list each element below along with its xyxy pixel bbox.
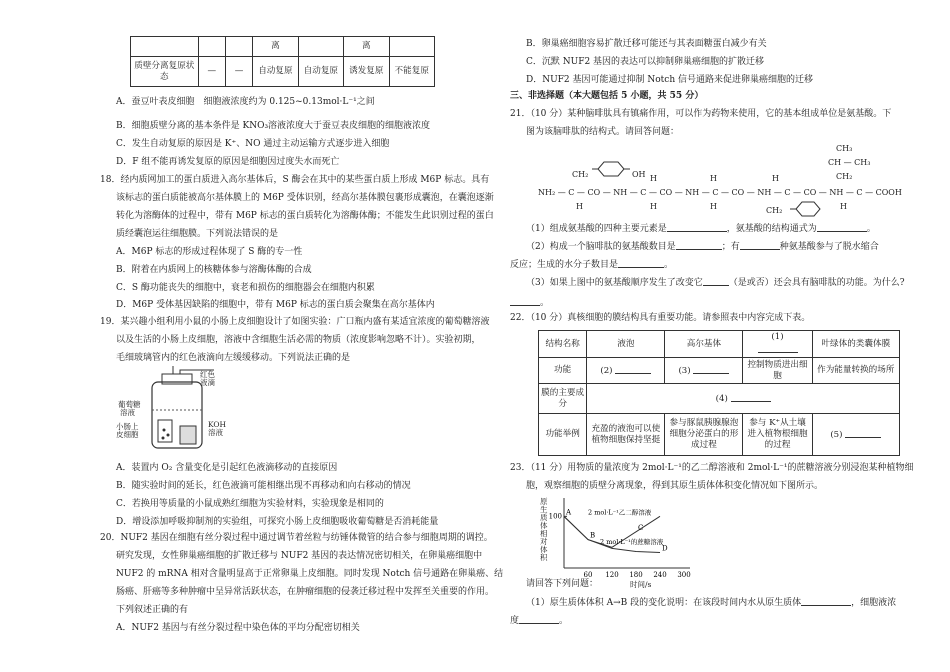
q18-option-d: D．M6P 受体基因缺陷的细胞中，带有 M6P 标志的蛋白质会聚集在高尔基体内 <box>116 300 435 310</box>
q17-option-d: D．F 组不能再诱发复原的原因是细胞因过度失水而死亡 <box>116 157 340 167</box>
q22-comp-label-4: (4) <box>715 394 728 404</box>
x-tick-label: 180 <box>629 571 643 579</box>
t-r1c6: 离 <box>344 37 389 57</box>
q19-option-d: D．增设添加呼吸抑制剂的实验组，可探究小肠上皮细胞吸收葡萄糖是否消耗能量 <box>116 517 439 527</box>
q21-2-blank-2 <box>740 240 780 250</box>
q19-option-a: A．装置内 O₂ 含量变化是引起红色液滴移动的直接原因 <box>116 463 338 473</box>
q22-comp <box>587 384 900 414</box>
q19-line-1: 19．某兴趣小组利用小鼠的小肠上皮细胞设计了如图实验：广口瓶内盛有某适宜浓度的葡萄糖溶液 <box>100 317 490 327</box>
q21-2-text-c: 种氨基酸参与了脱水缩合 <box>779 242 879 252</box>
q21-sub-2-cont <box>510 258 905 272</box>
q20-line-2: 研究发现，女性卵巢癌细胞的扩散迁移与 NUF2 基因的表达情况密切相关，在卵巢癌细胞中 <box>116 551 483 561</box>
q18-line-1: 18．经内质网加工的蛋白质进入高尔基体后，S 酶会在其中的某些蛋白质上形成 M6P 标志。具有 <box>100 175 490 185</box>
q22-ex-1: 参与豚鼠胰腺腺泡细胞分泌蛋白的形成过程 <box>665 414 743 456</box>
q20-line-4: 肠癌、肝癌等多种肿瘤中呈异常活跃状态，在肿瘤细胞的侵袭迁移过程中发挥至关重要的作用。 <box>116 587 495 597</box>
q21-3-text-a: （3）如果上图中的氨基酸顺序发生了改变它 <box>526 278 703 288</box>
q22-func-label: 功能 <box>539 358 587 384</box>
q22-blank-1 <box>758 343 798 353</box>
q21-3-blank-2 <box>510 296 540 306</box>
x-tick-label: 120 <box>605 571 619 579</box>
peptide-r5-ch2: CH₂ <box>836 172 853 181</box>
t-r1c1 <box>131 37 199 57</box>
label-cells: 小肠上 <box>116 422 139 431</box>
t-r1c5 <box>298 37 343 57</box>
q22-blank-2 <box>615 364 651 374</box>
phenol-ring <box>592 160 630 178</box>
q23-1-text-c: 度 <box>510 616 520 626</box>
q22-h-1: 液泡 <box>587 331 665 358</box>
label-red-drop-2: 液滴 <box>200 378 215 387</box>
t-r2c4: 自动复原 <box>298 57 343 87</box>
q21-1-blank-2 <box>817 222 867 232</box>
q21-sub-2 <box>510 240 905 254</box>
peptide-h3-top: H <box>710 174 717 183</box>
q17-option-b: B．细胞质壁分离的基本条件是 KNO₃溶液浓度大于蚕豆表皮细胞的细胞液浓度 <box>116 121 431 131</box>
q23-line-1: 23．（11 分）用物质的量浓度为 2mol·L⁻¹的乙二醇溶液和 2mol·L⁻¹的蔗糖溶液分别浸泡某种植物细 <box>510 463 914 473</box>
q23-sub-1-cont <box>510 614 905 628</box>
q20-line-5: 下列叙述正确的有 <box>116 605 189 615</box>
q23-after-1: 请回答下列问题： <box>526 579 599 589</box>
q23-sub-1 <box>510 596 905 610</box>
q22-comp-label: 膜的主要成分 <box>539 384 587 414</box>
x-tick-label: 240 <box>653 571 667 579</box>
q23-1-text-b: ，细胞液浓 <box>851 598 897 608</box>
q21-2-text-b: ；有 <box>721 242 740 252</box>
q21-sub-3 <box>510 276 905 290</box>
series-label-1: 2 mol·L⁻¹的蔗糖溶液 <box>600 538 664 547</box>
peptide-h3: H <box>710 202 717 211</box>
q22-func-3: 作为能量转换的场所 <box>812 358 899 384</box>
q20-line-3: NUF2 的 mRNA 相对含量明显高于正常卵巢上皮细胞。同时发现 Notch 信号通路在卵巢癌、结 <box>116 569 504 579</box>
q21-sub-3-cont <box>510 296 905 310</box>
q22-blank-3 <box>693 364 729 374</box>
q21-2-blank-3 <box>618 258 664 268</box>
q18-option-c: C．S 酶功能丧失的细胞中，衰老和损伤的细胞器会在细胞内积累 <box>116 283 375 293</box>
series-label-0: 2 mol·L⁻¹乙二醇溶液 <box>588 508 652 517</box>
q20-option-d: D．NUF2 基因可能通过抑制 Notch 信号通路来促进卵巢癌细胞的迁移 <box>526 75 813 85</box>
q22-func-1 <box>665 358 743 384</box>
label-glucose: 葡萄糖 <box>118 400 141 409</box>
q22-func-0-label: (2) <box>600 366 613 376</box>
q21-2-text-d: 反应；生成的水分子数目是 <box>510 260 619 270</box>
q18-line-3: 转化为溶酶体的过程中，带有 M6P 标志的蛋白质转化为溶酶体酶；不能发生此识别过程的蛋白 <box>116 211 494 221</box>
y-tick-label: 100 <box>548 512 562 521</box>
t-r1c4: 离 <box>253 37 298 57</box>
q21-2-text-a: （2）构成一个脑啡肽的氨基酸数目是 <box>526 242 676 252</box>
peptide-h2: H <box>650 202 657 211</box>
q22-ex-3-label: (5) <box>830 430 843 440</box>
q21-1-text-a: （1）组成氨基酸的四种主要元素是 <box>526 224 667 234</box>
point-label: A <box>566 508 572 517</box>
t-r1c3 <box>225 37 252 57</box>
q23-chart <box>550 496 700 582</box>
peptide-backbone: NH₂ — C — CO — NH — C — CO — NH — C — CO — NH — C — CO — NH — C — COOH <box>538 188 902 197</box>
q22-blank-5 <box>845 428 881 438</box>
q19-line-2: 以及生活的小肠上皮细胞，溶液中含细胞生活必需的物质（浓度影响忽略不计）。实验初期， <box>116 335 481 345</box>
q21-sub-1 <box>510 222 905 236</box>
q22-h-3-label: (1) <box>771 332 784 342</box>
q18-line-4: 质经囊泡运往细胞膜。下列说法错误的是 <box>116 229 279 239</box>
q22-blank-4 <box>731 392 771 402</box>
q23-1-text-a: （1）原生质体体积 A→B 段的变化说明：在该段时间内水从原生质体 <box>526 598 802 608</box>
q21-2-blank-1 <box>676 240 722 250</box>
q22-h-3 <box>743 331 812 358</box>
label-koh: KOH <box>208 420 227 429</box>
q18-option-b: B．附着在内质网上的核糖体参与溶酶体酶的合成 <box>116 265 312 275</box>
chart-xlabel: 时间/s <box>630 580 652 589</box>
chart-ylabel: 原生质体相对体积 <box>540 497 548 562</box>
q19-option-b: B．随实验时间的延长，红色液滴可能相继出现不再移动和向右移动的情况 <box>116 481 411 491</box>
q21-1-blank-1 <box>667 222 727 232</box>
label-cells-2: 皮细胞 <box>116 430 139 439</box>
q17-table <box>130 36 435 87</box>
label-glucose-2: 溶液 <box>120 408 135 417</box>
t-r2c3: 自动复原 <box>253 57 298 87</box>
q22-title: 22．（10 分）真核细胞的膜结构具有重要功能。请参照表中内容完成下表。 <box>510 313 811 323</box>
q17-option-a: A．蚕豆叶表皮细胞 细胞液浓度约为 0.125~0.13mol·L⁻¹之间 <box>116 97 375 107</box>
section-heading: 三、非选择题（本大题包括 5 小题，共 55 分） <box>510 91 704 101</box>
q18-line-2: 该标志的蛋白质能被高尔基体膜上的 M6P 受体识别，经高尔基体膜包裹形成囊泡，在囊泡逐渐 <box>116 193 494 203</box>
q23-1-text-d: 。 <box>559 616 569 626</box>
peptide-h4-top: H <box>772 174 779 183</box>
point-label: C <box>638 523 644 532</box>
q22-func-2: 控制物质进出细胞 <box>743 358 812 384</box>
peptide-r4-ch2: CH₂ <box>766 206 783 215</box>
q22-ex-2: 参与 K⁺从土壤进入植物根细胞的过程 <box>743 414 812 456</box>
t-r2-label: 质壁分离复原状态 <box>131 57 199 87</box>
q22-h-4: 叶绿体的类囊体膜 <box>812 331 899 358</box>
label-koh-2: 溶液 <box>208 428 223 437</box>
x-tick-label: 300 <box>677 571 691 579</box>
q21-3-text-b: （是或否）还会具有脑啡肽的功能。为什么? <box>728 278 905 288</box>
peptide-h5: H <box>840 202 847 211</box>
q22-ex-3 <box>812 414 899 456</box>
label-red-drop: 红色 <box>200 370 215 379</box>
q21-2-text-e: 。 <box>664 260 674 270</box>
q21-line-1: 21．（10 分）某种脑啡肽具有镇痛作用，可以作为药物来使用，它的基本组成单位是氨基酸。下 <box>510 109 892 119</box>
t-r1c2 <box>198 37 225 57</box>
q22-table <box>538 330 900 456</box>
q22-h-2: 高尔基体 <box>665 331 743 358</box>
peptide-h1: H <box>576 202 583 211</box>
q22-ex-label: 功能举例 <box>539 414 587 456</box>
benzene-ring <box>790 200 826 218</box>
q20-option-a: A．NUF2 基因与有丝分裂过程中染色体的平均分配密切相关 <box>116 623 360 633</box>
x-tick-label: 60 <box>583 571 593 579</box>
q20-line-1: 20．NUF2 基因在细胞有丝分裂过程中通过调节着丝粒与纺锤体微管的结合参与细胞周期的调控。 <box>100 533 493 543</box>
q18-option-a: A．M6P 标志的形成过程体现了 S 酶的专一性 <box>116 247 303 257</box>
peptide-r1-oh: OH <box>632 170 646 179</box>
q21-3-text-c: 。 <box>540 298 550 308</box>
q21-1-text-b: ，氨基酸的结构通式为 <box>726 224 817 234</box>
q20-option-b: B．卵巢癌细胞容易扩散迁移可能还与其表面糖蛋白减少有关 <box>526 39 767 49</box>
q20-option-c: C．沉默 NUF2 基因的表达可以抑制卵巢癌细胞的扩散迁移 <box>526 57 765 67</box>
q17-option-c: C．发生自动复原的原因是 K⁺、NO 通过主动运输方式逐步进入细胞 <box>116 139 390 149</box>
q19-line-3: 毛细玻璃管内的红色液滴向左缓缓移动。下列说法正确的是 <box>116 353 351 363</box>
q23-line-2: 胞，观察细胞的质壁分离现象，得到其原生质体体积变化情况如下图所示。 <box>526 481 824 491</box>
q23-1-blank-1 <box>801 596 851 606</box>
q21-3-blank-1 <box>703 276 729 286</box>
point-label: D <box>662 544 668 553</box>
peptide-r1-ch2: CH₂ <box>572 170 589 179</box>
peptide-h2-top: H <box>650 174 657 183</box>
q19-option-c: C．若换用等质量的小鼠成熟红细胞为实验材料，实验现象是相同的 <box>116 499 384 509</box>
q22-h-0: 结构名称 <box>539 331 587 358</box>
t-r2c2: — <box>225 57 252 87</box>
q22-func-1-label: (3) <box>678 366 691 376</box>
peptide-r5-ch: CH — CH₃ <box>828 158 871 167</box>
t-r1c7 <box>389 37 435 57</box>
point-label: B <box>590 531 596 540</box>
q22-func-0 <box>587 358 665 384</box>
t-r2c1: — <box>198 57 225 87</box>
q21-1-text-c: 。 <box>866 224 876 234</box>
q21-line-2: 图为该脑啡肽的结构式。请回答问题： <box>526 127 680 137</box>
q23-1-blank-2 <box>519 614 559 624</box>
peptide-r5-ch3: CH₃ <box>836 144 853 153</box>
t-r2c6: 不能复原 <box>389 57 435 87</box>
t-r2c5: 诱发复原 <box>344 57 389 87</box>
q22-ex-0: 充盈的液泡可以使植物细胞保持坚挺 <box>587 414 665 456</box>
